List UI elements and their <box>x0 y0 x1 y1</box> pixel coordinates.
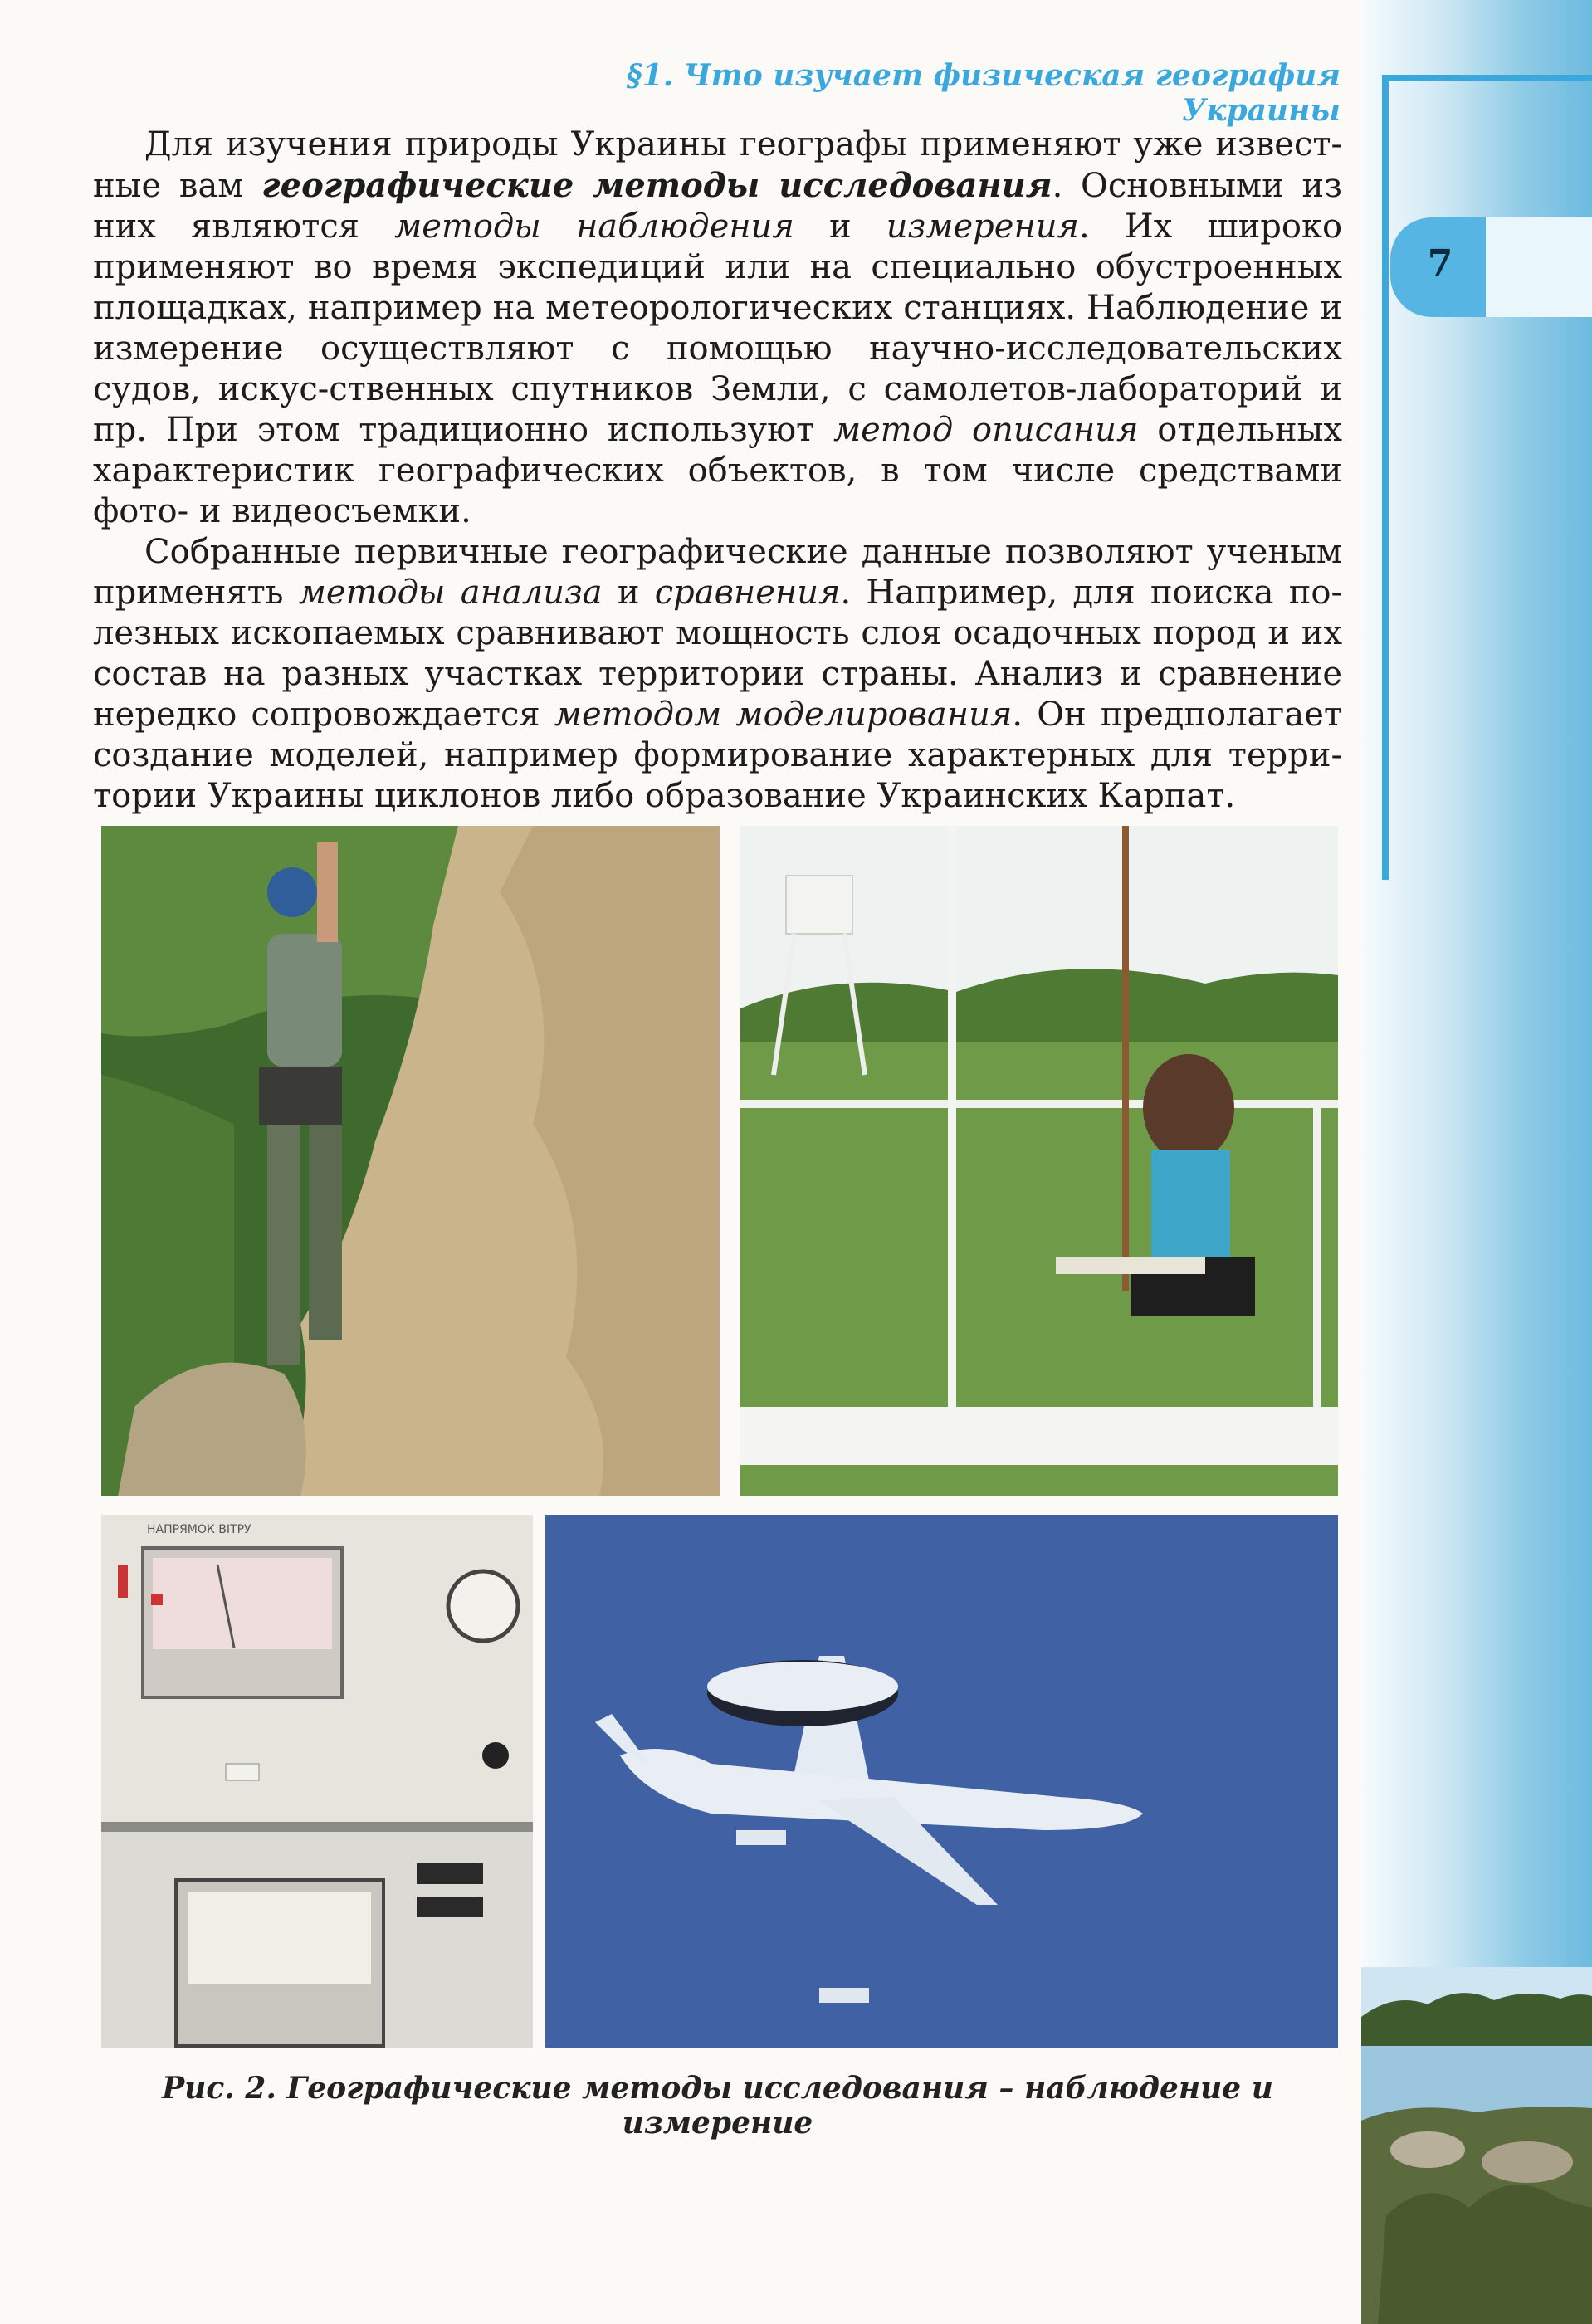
text-run: . Основными из них являются <box>93 167 1342 246</box>
margin-rule <box>1382 75 1389 880</box>
emphasis-term: методы наблюдения <box>394 208 794 246</box>
emphasis-term: географические методы исследования <box>261 166 1052 205</box>
photo-weather-station <box>740 826 1338 1496</box>
text-run: и <box>602 574 655 612</box>
text-run: . Он предполагает создание моделей, например формирование характерных для терри-тории Украины циклонов либо образование Украинских Карпат. <box>93 696 1342 815</box>
figure-caption: Рис. 2. Географические методы исследования – наблюдение и измерение <box>162 2071 1273 2141</box>
text-run: Собранные первичные географические данные позволяют ученым применять <box>93 533 1342 612</box>
running-header: §1. Что изучает физическая география Украины <box>626 58 1341 128</box>
text-run: . Например, для поиска по-лезных ископаемых сравнивают мощность слоя осадочных пород и их состав на разных участках территории страны. Анализ и сравнение нередко сопровождается <box>93 574 1342 734</box>
text-run: отдельных характеристик географических объектов, в том числе средствами фото- и видеосъемки. <box>93 411 1343 530</box>
emphasis-term: измерения <box>886 208 1080 246</box>
text-run: Для изучения природы Украины географы применяют уже извест-ные вам <box>93 125 1342 205</box>
emphasis-term: методы анализа <box>298 574 603 612</box>
text-run: . Их широко применяют во время экспедиций или на специально обустроенных площадках, например на метеорологических станциях. Наблюдение и измерение осуществляют с помощью научно-исследовательских судов, искус-ственных спутников Земли, с самолетов-лабораторий и пр. При этом традиционно используют <box>93 208 1343 449</box>
paragraph-2 <box>93 532 1342 817</box>
page-number: 7 <box>1427 242 1453 285</box>
photo-climber <box>101 826 720 1496</box>
paragraph-1 <box>93 124 1342 532</box>
emphasis-term: метод описания <box>833 411 1139 449</box>
instrument-label: НАПРЯМОК ВІТРУ <box>147 1523 251 1536</box>
photo-aircraft-laboratory <box>545 1515 1338 2048</box>
emphasis-term: сравнения <box>654 574 841 612</box>
margin-landscape-photo <box>1361 1967 1592 2324</box>
body-text <box>93 124 1342 817</box>
text-run: и <box>794 208 886 246</box>
photo-instrument-panel <box>101 1515 533 2048</box>
page-tab-highlight <box>1486 217 1592 317</box>
emphasis-term: методом моделирования <box>554 696 1013 734</box>
margin-rule-top <box>1382 75 1592 81</box>
